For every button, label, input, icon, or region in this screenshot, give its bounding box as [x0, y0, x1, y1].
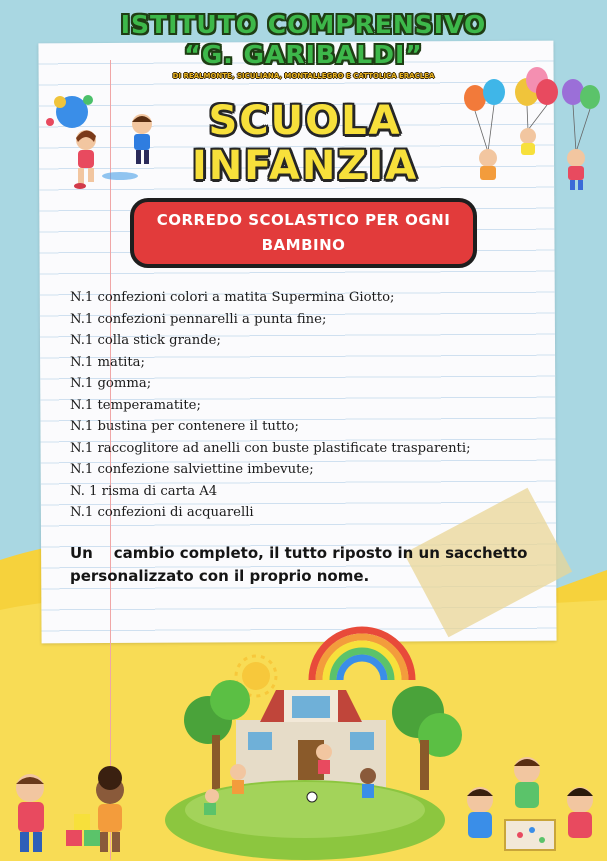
list-item: N.1 temperamatite;	[70, 397, 201, 413]
list-item: N.1 confezioni pennarelli a punta fine;	[70, 311, 327, 327]
list-item: N.1 confezioni colori a matita Supermina Giotto;	[70, 290, 395, 305]
corredo-banner	[130, 198, 477, 268]
list-item: N.1 colla stick grande;	[70, 333, 221, 348]
list-item: N.1 gomma;	[70, 376, 152, 391]
heading-infanzia: INFANZIA	[191, 143, 419, 189]
list-item: N. 1 risma di carta A4	[70, 483, 218, 499]
list-item: N.1 raccoglitore ad anelli con buste plastificate trasparenti;	[70, 440, 471, 456]
list-item: N.1 confezioni di acquarelli	[70, 505, 254, 520]
supply-list	[70, 287, 471, 524]
school-title-line2: “G. GARIBALDI”	[184, 40, 423, 69]
school-subtitle: DI REALMONTE, SICULIANA, MONTALLEGRO E CATTOLICA ERACLEA	[172, 72, 435, 80]
school-title-line1: ISTITUTO COMPRENSIVO	[120, 10, 487, 39]
list-item: N.1 confezione salviettine imbevute;	[70, 462, 314, 477]
corredo-banner-text: CORREDO SCOLASTICO PER OGNI BAMBINO	[156, 211, 451, 254]
list-item: N.1 bustina per contenere il tutto;	[70, 419, 299, 434]
change-of-clothes-note: Un cambio completo, il tutto riposto in un sacchetto personalizzato con il proprio nome.	[70, 544, 533, 585]
heading-scuola: SCUOLA	[208, 98, 402, 144]
list-item: N.1 matita;	[70, 354, 145, 370]
